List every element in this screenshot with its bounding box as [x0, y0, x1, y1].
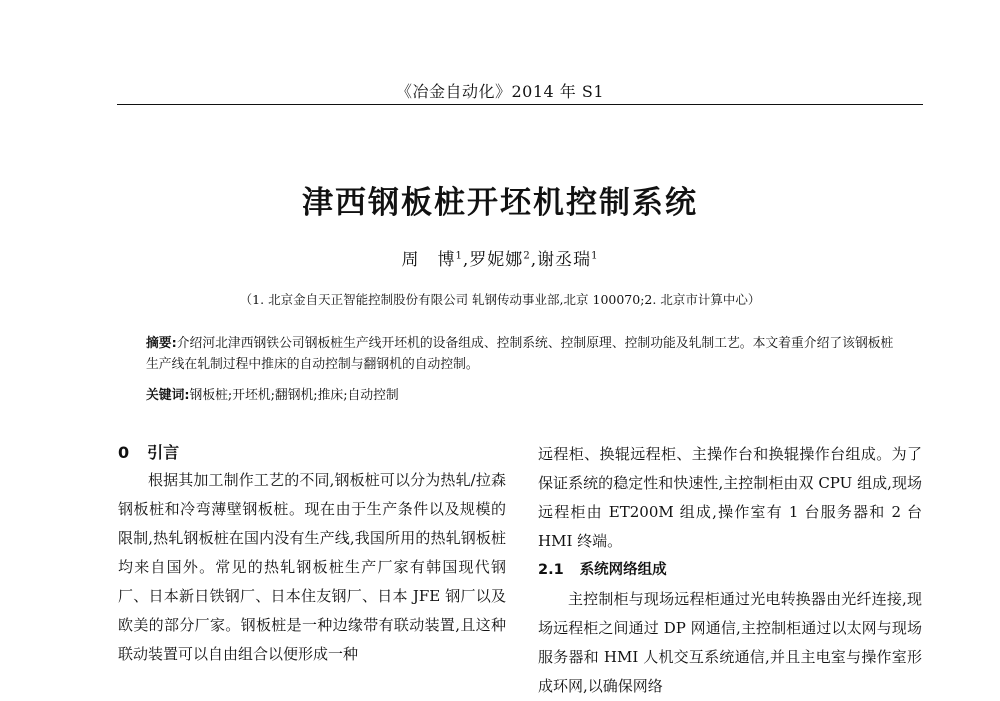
- body-paragraph-continued: 远程柜、换辊远程柜、主操作台和换辊操作台组成。为了保证系统的稳定性和快速性,主控制柜由双 CPU 组成,现场远程柜由 ET200M 组成,操作室有 1 台服务器和 2 台 HMI 终端。: [538, 445, 922, 550]
- subsection-title: 系统网络组成: [579, 562, 667, 578]
- article-title: 津西钢板桩开坯机控制系统: [302, 185, 698, 221]
- affiliation: （1. 北京金自天正智能控制股份有限公司 轧钢传动事业部,北京 100070;2. 北京市计算中心）: [239, 292, 761, 307]
- abstract: [146, 333, 896, 375]
- header-rule: [117, 104, 923, 105]
- author-affiliation-mark: 2: [523, 250, 531, 262]
- abstract-text: 介绍河北津西钢铁公司钢板桩生产线开坯机的设备组成、控制系统、控制原理、控制功能及轧制工艺。本文着重介绍了该钢板桩生产线在轧制过程中推床的自动控制与翻钢机的自动控制。: [146, 336, 894, 372]
- author-name: 谢丞瑞: [537, 250, 592, 270]
- right-column: [538, 440, 922, 701]
- author-name: 周 博: [401, 250, 456, 270]
- subsection-number: 2.1: [538, 562, 564, 578]
- abstract-label: 摘要:: [146, 336, 177, 351]
- author-affiliation-mark: 1: [591, 250, 599, 262]
- subsection-heading: [538, 556, 922, 585]
- keywords-label: 关键词:: [146, 388, 190, 403]
- author-name: 罗妮娜: [469, 250, 524, 270]
- left-column: [118, 440, 506, 669]
- author-list: [0, 245, 1000, 270]
- body-paragraph: 主控制柜与现场远程柜通过光电转换器由光纤连接,现场远程柜之间通过 DP 网通信,主控制柜通过以太网与现场服务器和 HMI 人机交互系统通信,并且主电室与操作室形成环网,以确保网络: [538, 590, 922, 695]
- author-separator: ,: [530, 250, 538, 270]
- section-heading: [118, 440, 506, 466]
- body-paragraph: 根据其加工制作工艺的不同,钢板桩可以分为热轧/拉森钢板桩和冷弯薄壁钢板桩。现在由于生产条件以及规模的限制,热轧钢板桩在国内没有生产线,我国所用的热轧钢板桩均来自国外。常见的热轧钢板桩生产厂家有韩国现代钢厂、日本新日铁钢厂、日本住友钢厂、日本 JFE 钢厂以及欧美的部分厂家。钢板桩是一种边缘带有联动装置,且这种联动装置可以自由组合以便形成一种: [118, 471, 506, 663]
- section-title: 引言: [147, 443, 180, 462]
- author-affiliation-mark: 1: [455, 250, 463, 262]
- keywords: [146, 384, 896, 403]
- section-number: 0: [118, 443, 130, 462]
- running-header: 《冶金自动化》2014 年 S1: [395, 82, 605, 101]
- keywords-text: 钢板桩;开坯机;翻钢机;推床;自动控制: [189, 388, 399, 403]
- author-separator: ,: [462, 250, 470, 270]
